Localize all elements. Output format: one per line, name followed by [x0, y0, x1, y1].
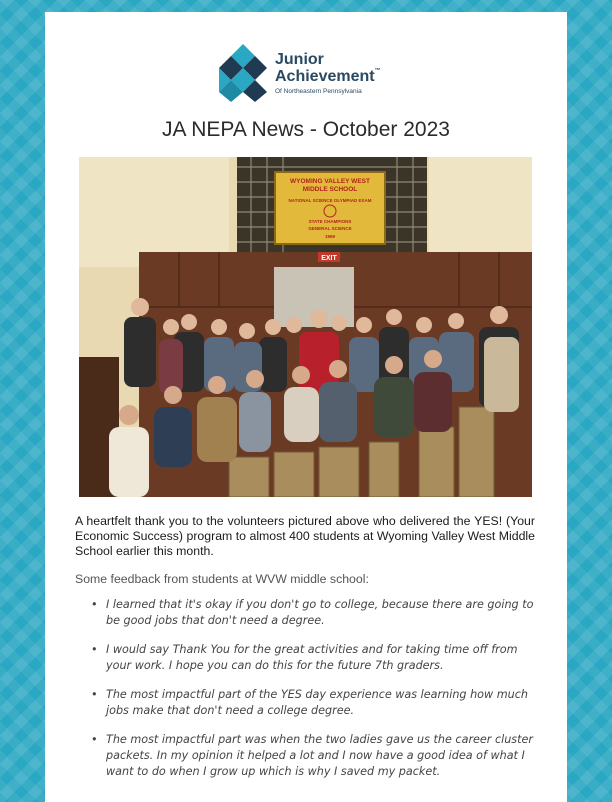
feedback-quote: I learned that it's okay if you don't go to college, because there are going to be good jobs that don't need a degree.: [106, 598, 534, 627]
newsletter-title: JA NEPA News - October 2023: [162, 118, 450, 141]
bullet-icon: •: [91, 688, 98, 701]
ja-logo-icon: [215, 42, 271, 104]
bullet-icon: •: [91, 643, 98, 656]
banner-line: MIDDLE SCHOOL: [302, 186, 358, 193]
logo-name-line1: Junior: [275, 51, 324, 68]
logo-subtitle: Of Northeastern Pennsylvania: [275, 88, 362, 95]
banner-line: NATIONAL SCIENCE OLYMPIAD EXAM: [288, 198, 372, 203]
list-item: [89, 732, 539, 780]
logo-name-achievement: Achievement: [275, 68, 375, 85]
ja-logo[interactable]: [215, 42, 405, 104]
bullet-icon: •: [91, 733, 98, 746]
newsletter-card: [45, 12, 567, 802]
bullet-icon: •: [91, 598, 98, 611]
list-item: [89, 597, 539, 629]
feedback-quote: The most impactful part was when the two ladies gave us the career cluster packets. In my opinion it helped a lot and I now have a good idea of what I want to do when I grow up which is why I saved my packet.: [106, 733, 534, 778]
banner-line: WYOMING VALLEY WEST: [290, 178, 370, 185]
feedback-quote: The most impactful part of the YES day experience was learning how much jobs make that don't need a college degree.: [106, 688, 528, 717]
feedback-quote: I would say Thank You for the great activities and for taking time off from your work. I hope you can do this for the future 7th graders.: [106, 643, 518, 672]
feedback-heading: Some feedback from students at WVW middle school:: [75, 572, 369, 586]
list-item: [89, 687, 539, 719]
group-photo-illustration: [79, 157, 532, 497]
logo-trademark: ™: [374, 68, 381, 74]
exit-sign: EXIT: [321, 255, 337, 262]
list-item: [89, 642, 539, 674]
volunteer-group-photo: [79, 157, 532, 497]
logo-name-line2: [275, 68, 381, 86]
banner-line: GENERAL SCIENCE: [308, 226, 352, 231]
feedback-list: [89, 597, 539, 793]
intro-paragraph: A heartfelt thank you to the volunteers pictured above who delivered the YES! (Your Economic Success) program to almost 400 students at Wyoming Valley West Middle School earlier this month.: [75, 514, 535, 558]
banner-line: STATE CHAMPIONS: [308, 219, 352, 224]
banner-line: 1969: [324, 234, 336, 239]
